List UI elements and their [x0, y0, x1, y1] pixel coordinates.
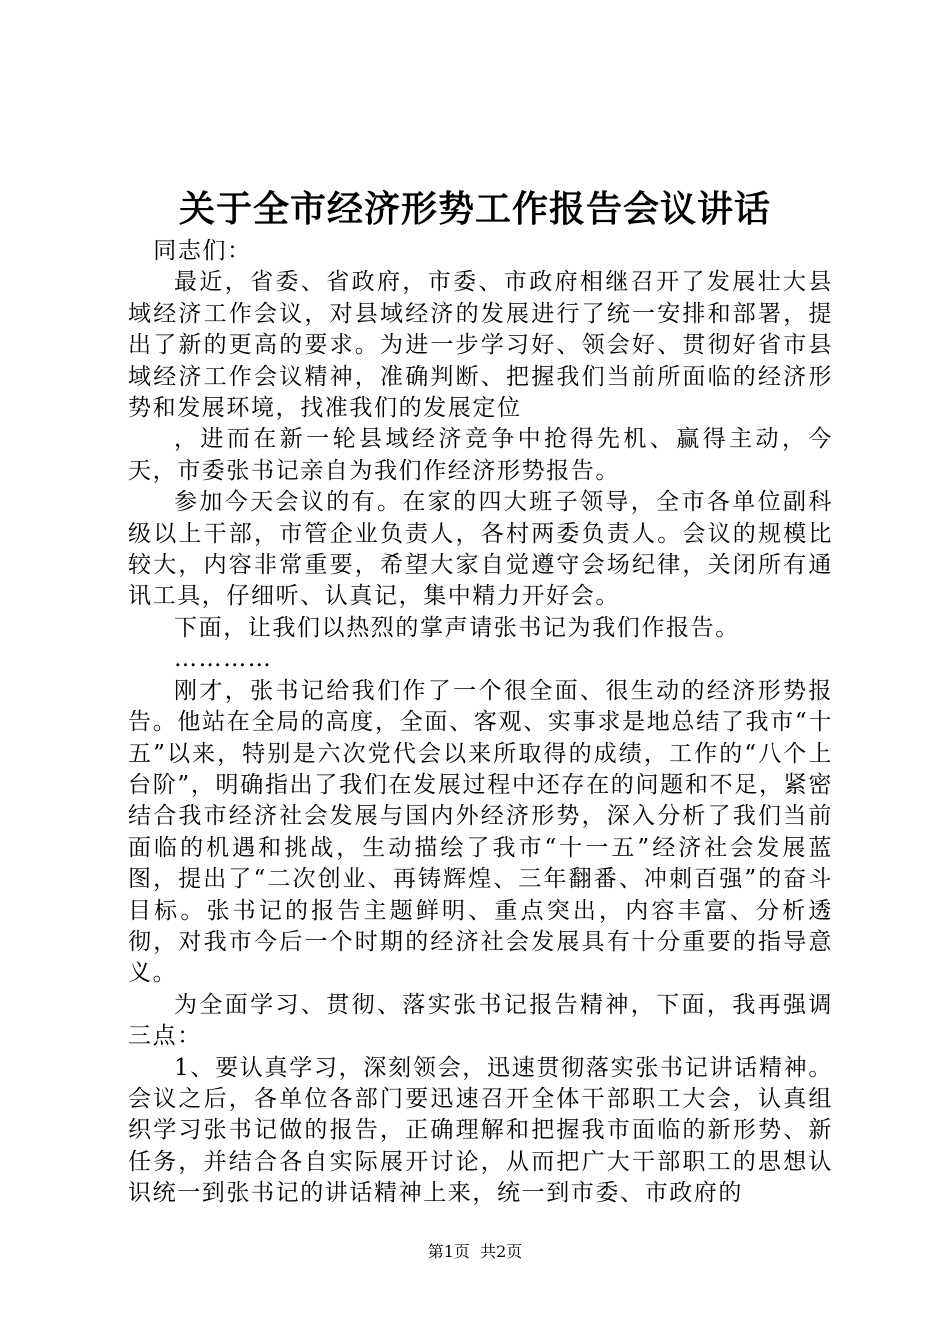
paragraph-attendees: 参加今天会议的有。在家的四大班子领导，全市各单位副科级以上干部，市管企业负责人，各村两委负责人。会议的规模比较大，内容非常重要，希望大家自觉遵守会场纪律，关闭所有通讯工具，仔细听、认真记，集中精力开好会。 — [128, 489, 833, 610]
paragraph-point-one: 1、要认真学习，深刻领会，迅速贯彻落实张书记讲话精神。会议之后，各单位各部门要迅速召开全体干部职工大会，认真组织学习张书记做的报告，正确理解和把握我市面临的新形势、新任务，并结合各自实际展开讨论，从而把广大干部职工的思想认识统一到张书记的讲话精神上来，统一到市委、市政府的 — [128, 1054, 833, 1207]
page-total: 共2页 — [480, 1242, 523, 1261]
ellipsis-separator: ………… — [174, 646, 273, 673]
paragraph-invitation: 下面，让我们以热烈的掌声请张书记为我们作报告。 — [174, 614, 740, 641]
paragraph-opening: 最近，省委、省政府，市委、市政府相继召开了发展壮大县域经济工作会议，对县域经济的发展进行了统一安排和部署，提出了新的更高的要求。为进一步学习好、领会好、贯彻好省市县域经济工作会议精神，准确判断、把握我们当前所面临的经济形势和发展环境，找准我们的发展定位 — [128, 269, 833, 422]
paragraph-continuation: ，进而在新一轮县域经济竞争中抢得先机、赢得主动，今天，市委张书记亲自为我们作经济形势报告。 — [128, 426, 833, 484]
document-title: 关于全市经济形势工作报告会议讲话 — [178, 188, 771, 230]
paragraph-report-summary: 刚才，张书记给我们作了一个很全面、很生动的经济形势报告。他站在全局的高度，全面、客观、实事求是地总结了我市“十五”以来，特别是六次党代会以来所取得的成绩，工作的“八个上台阶”，明确指出了我们在发展过程中还存在的问题和不足，紧密结合我市经济社会发展与国内外经济形势，深入分析了我们当前面临的机遇和挑战，生动描绘了我市“十一五”经济社会发展蓝图，提出了“二次创业、再铸辉煌、三年翻番、冲刺百强”的奋斗目标。张书记的报告主题鲜明、重点突出，内容丰富、分析透彻，对我市今后一个时期的经济社会发展具有十分重要的指导意义。 — [128, 677, 833, 987]
page-footer — [0, 1241, 950, 1263]
greeting: 同志们： — [153, 238, 252, 264]
paragraph-three-points: 为全面学习、贯彻、落实张书记报告精神，下面，我再强调三点： — [128, 991, 833, 1050]
page-number: 第1页 — [427, 1242, 470, 1261]
document-body — [128, 236, 833, 1210]
